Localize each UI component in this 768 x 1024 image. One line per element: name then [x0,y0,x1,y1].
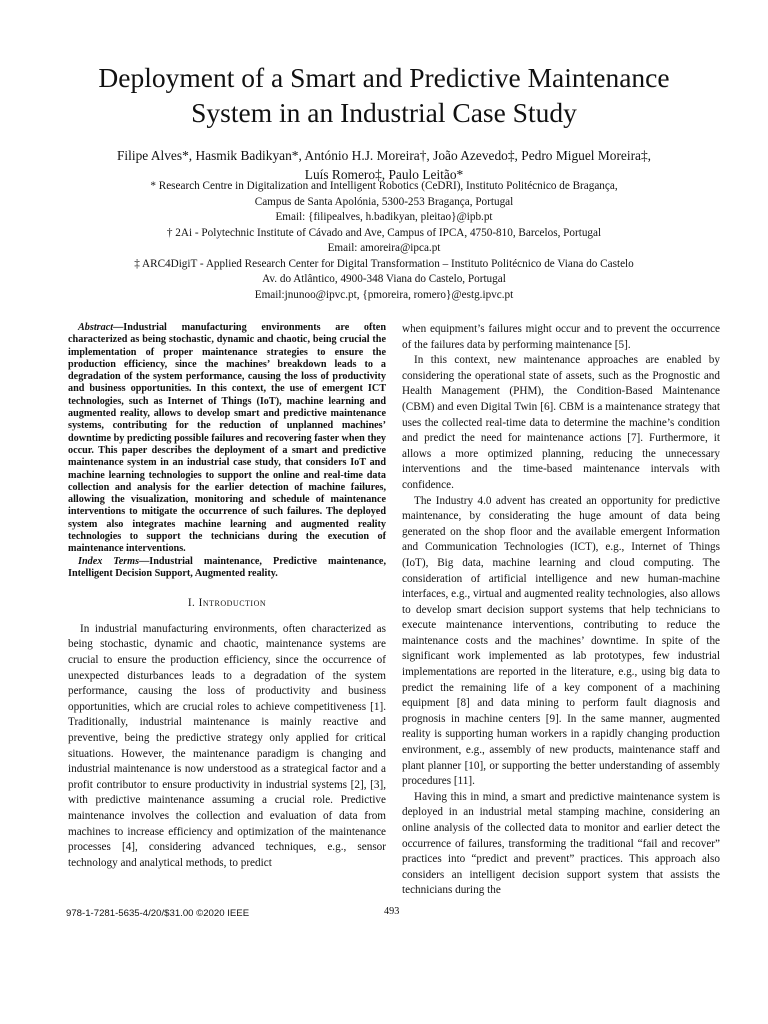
abstract-text: —Industrial manufacturing environments are often characterized as being stochastic, dynamic and chaotic, being crucial the implementation of proper maintenance strategies to ensure the production efficiency, since the machines’ breakdown leads to a degradation of the system performance, causing the loss of productivity and business opportunities. In this context, the use of emergent ICT technologies, such as Internet of Things (IoT), machine learning and augmented reality, allows to develop smart and predictive maintenance systems, contributing for the reduction of unplanned machines’ downtime by predicting possible failures and recovering faster when they occur. This paper describes the deployment of a smart and predictive maintenance system in an industrial case study, that considers IoT and machine learning technologies to support the online and real-time data collection and analysis for the earlier detection of machine failures, allowing the visualization, monitoring and schedule of maintenance interventions to mitigate the occurrence of such failures. The deployed system also integrates machine learning and augmented reality technologies to support the technicians during the execution of maintenance interventions. [68,322,386,555]
section-heading-introduction [68,596,386,612]
body-paragraph: when equipment’s failures might occur and to prevent the occurrence of the failures data by performing maintenance [5]. [402,323,720,351]
isbn-footer: 978-1-7281-5635-4/20/$31.00 ©2020 IEEE [66,908,250,919]
paper-title [40,60,728,130]
page-number: 493 [384,906,400,917]
body-paragraph: Having this in mind, a smart and predictive maintenance system is deployed in an industrial metal stamping machine, considering an online analysis of the collected data to monitor and earlier detect the occurrence of failures, transforming the traditional “fail and recover” practices into “predict and prevent” practices. This approach also considers an intelligent decision support system that assists the technicians during the [402,790,720,897]
author-line-2: Luís Romero‡, Paulo Leitão* [304,167,464,182]
author-line-1: Filipe Alves*, Hasmik Badikyan*, António H.J. Moreira†, João Azevedo‡, Pedro Miguel Moreira‡, [116,148,652,163]
affiliation-email: Email: {filipealves, h.badikyan, pleitao}@ipb.pt [275,211,493,223]
paper-title-line-1: Deployment of a Smart and Predictive Maintenance [98,62,670,93]
abstract-label: Abstract [78,322,114,333]
index-terms [68,556,386,581]
body-paragraph: In this context, new maintenance approaches are enabled by considering the operational state of assets, such as the Prognostic and Health Management (PHM), the Condition-Based Maintenance (CBM) and even Digital Twin [6]. CBM is a maintenance strategy that uses the collected real-time data to determine the machine’s condition and predict the need for maintenance actions [7]. Furthermore, it allows a more optimized planning, reducing the unnecessary interventions and the time-based maintenance intervals with confidence. [402,354,720,491]
affiliation-email: Email:jnunoo@ipvc.pt, {pmoreira, romero}@estg.ipvc.pt [254,288,514,301]
affiliation-line: * Research Centre in Digitalization and Intelligent Robotics (CeDRI), Instituto Politécnico de Bragança, [150,180,618,192]
affiliation-line: ‡ ARC4DigiT - Applied Research Center for Digital Transformation – Instituto Politécnico de Viana do Castelo [134,257,634,270]
abstract [68,322,386,556]
right-column [402,322,720,899]
index-terms-label: Index Terms [78,555,140,567]
affiliation-line: Campus de Santa Apolónia, 5300-253 Bragança, Portugal [254,195,514,208]
affiliation-line: Av. do Atlântico, 4900-348 Viana do Castelo, Portugal [262,273,506,285]
index-terms-text: —Industrial maintenance, Predictive maintenance, Intelligent Decision Support, Augmented reality. [68,555,386,579]
affiliations [40,179,728,303]
paper-title-line-2: System in an Industrial Case Study [191,97,577,128]
left-column [68,322,386,871]
body-paragraph: The Industry 4.0 advent has created an opportunity for predictive maintenance, by considerating the huge amount of data being generated on the shop floor and the available emergent Information and Communication Technologies (ICT), e.g., Internet of Things (IoT), Big data, machine learning and cloud computing. The consideration of artificial intelligence and new human-machine interfaces, e.g., virtual and augmented reality technologies, also allows to develop smart decision support systems that help technicians to execute maintenance interventions, contributing to reduce the maintenance costs and the machines’ downtime. In spite of the significant work implemented as lab prototypes, few industrial implementations are reported in the literature, e.g., using big data to predict the remaining life of a key component of a machining equipment [8] and data mining to perform fault diagnosis and prognosis in machine centers [9]. In the same manner, augmented reality is supporting human workers in a rapidly changing production environment, e.g., assembly of new products, maintenance staff and plant planner [10], or supporting the better understanding of assembly procedures [11]. [402,494,720,788]
affiliation-email: Email: amoreira@ipca.pt [327,242,441,254]
affiliation-line: † 2Ai - Polytechnic Institute of Cávado and Ave, Campus of IPCA, 4750-810, Barcelos, Portugal [166,226,602,239]
section-numeral: I. [187,597,196,610]
section-title: Introduction [198,597,267,610]
body-paragraph: In industrial manufacturing environments, often characterized as being stochastic, dynamic and chaotic, maintenance systems are crucial to ensure the production efficiency, since the occurrence of unexpected disturbances leads to a degradation of the system performance, causing the loss of productivity and business opportunities, which are crucial roles to achieve competitiveness [1]. Traditionally, industrial maintenance is mainly reactive and preventive, being the predictive strategy only applied for critical situations. However, the maintenance paradigm is changing and industrial maintenance is now understood as a strategical factor and a profit contributor to ensure productivity in industrial systems [2], [3], with predictive maintenance assuming a crucial role. Predictive maintenance involves the collection and evaluation of data from machines to increase efficiency and optimization of the maintenance processes [4], considering advanced techniques, e.g., sensor technology and analytical methods, to predict [68,622,386,869]
